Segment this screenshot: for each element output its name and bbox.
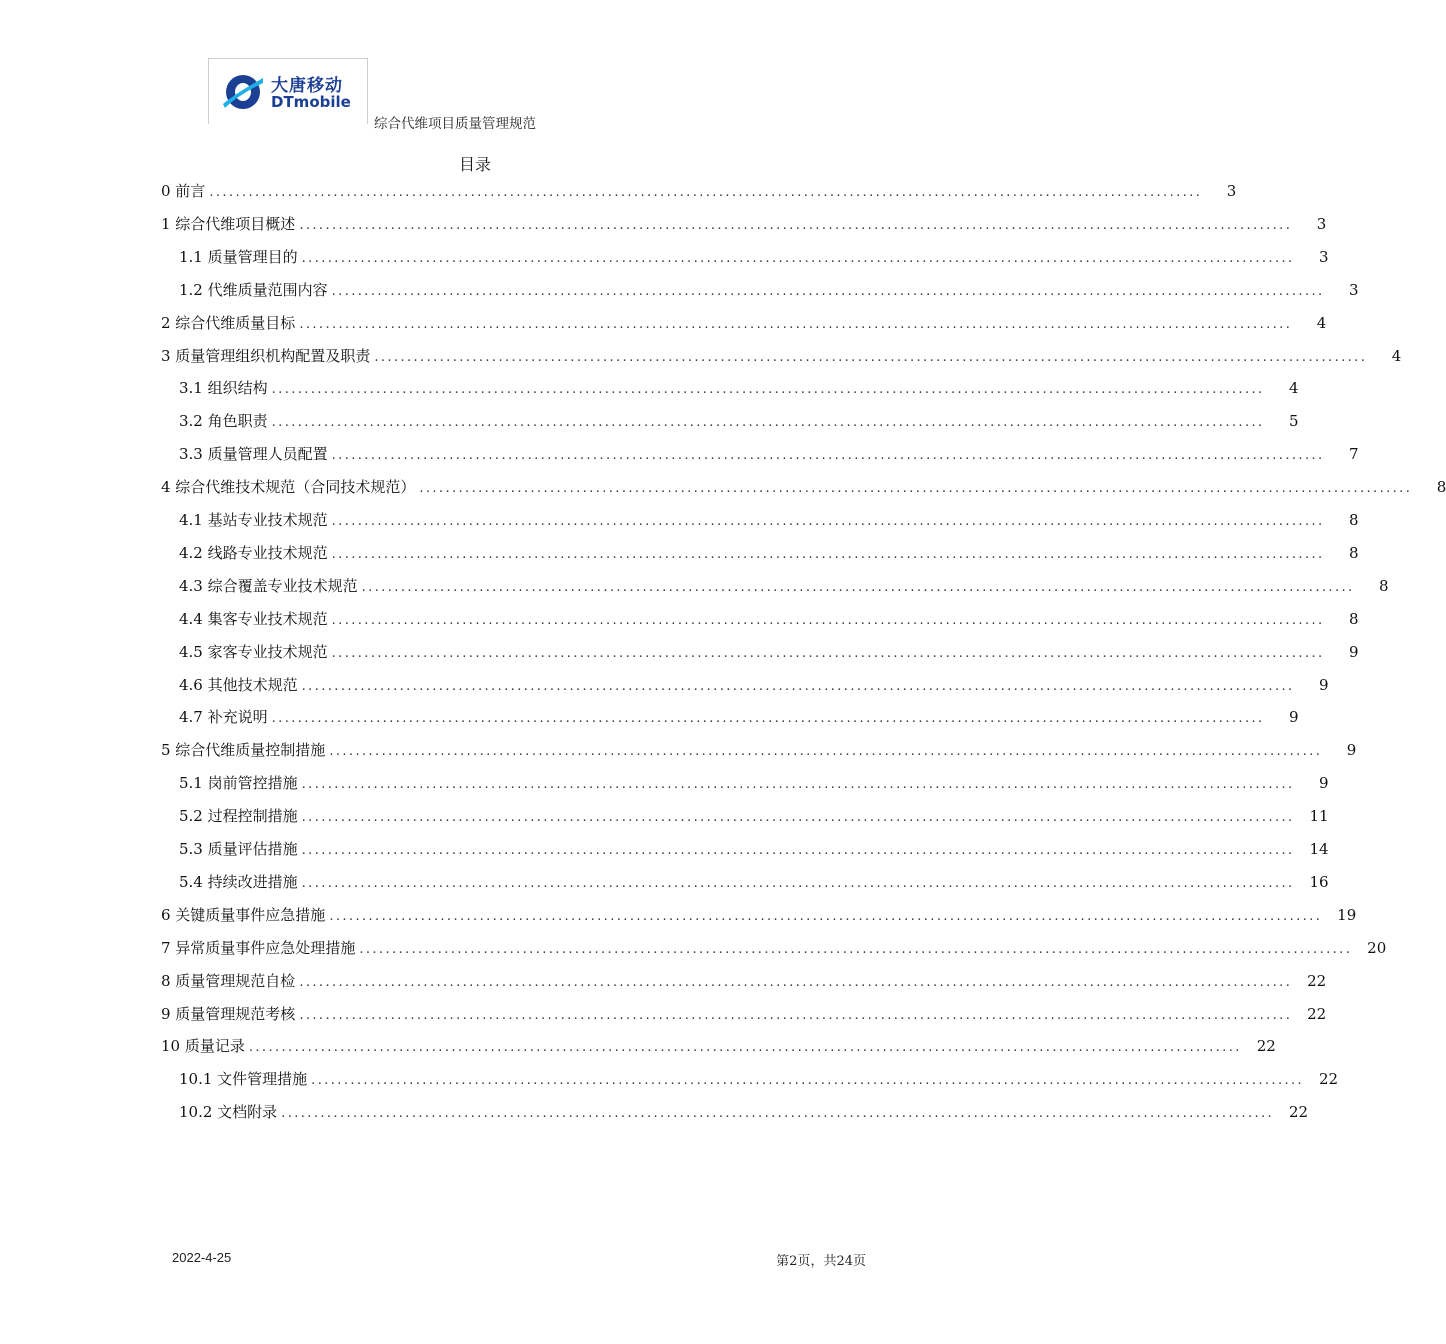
toc-entry[interactable] bbox=[161, 1035, 1276, 1057]
toc-entry-title: 7 异常质量事件应急处理措施 bbox=[161, 938, 356, 957]
toc-entry[interactable] bbox=[161, 904, 1357, 926]
toc-entry-title: 3.1 组织结构 bbox=[179, 379, 268, 398]
toc-entry-page: 9 bbox=[1346, 741, 1357, 760]
toc-entry[interactable] bbox=[179, 838, 1329, 860]
toc-entry-title: 5.1 岗前管控措施 bbox=[179, 774, 298, 793]
toc-entry-title: 1.1 质量管理目的 bbox=[179, 247, 298, 266]
toc-entry-page: 22 bbox=[1289, 1103, 1309, 1122]
toc-entry-title: 4.5 家客专业技术规范 bbox=[179, 642, 328, 661]
toc-entry-page: 22 bbox=[1319, 1070, 1339, 1089]
toc-entry[interactable] bbox=[179, 608, 1359, 630]
toc-leader-dots: ........................................................................................................................................................ bbox=[331, 514, 1325, 529]
toc-entry[interactable] bbox=[179, 1101, 1309, 1123]
toc-entry-title: 4.6 其他技术规范 bbox=[179, 675, 298, 694]
toc-entry-page: 9 bbox=[1319, 675, 1329, 694]
toc-entry-title: 4.1 基站专业技术规范 bbox=[179, 511, 328, 529]
toc-entry-page: 19 bbox=[1337, 905, 1357, 924]
toc-leader-dots: ........................................................................................................................................................ bbox=[361, 579, 1355, 595]
toc-leader-dots: ........................................................................................................................................................ bbox=[271, 382, 1265, 398]
toc-entry-page: 22 bbox=[1256, 1037, 1276, 1056]
toc-leader-dots: ........................................................................................................................................................ bbox=[299, 316, 1293, 332]
toc-entry[interactable] bbox=[179, 706, 1299, 728]
toc-leader-dots: ........................................................................................................................................................ bbox=[281, 1106, 1275, 1122]
toc-entry-page: 9 bbox=[1349, 642, 1359, 661]
dtmobile-logo-icon bbox=[221, 68, 265, 114]
toc-entry[interactable] bbox=[179, 542, 1359, 564]
toc-entry-page: 11 bbox=[1309, 807, 1329, 826]
toc-entry-title: 4.4 集客专业技术规范 bbox=[179, 609, 328, 628]
toc-leader-dots: ........................................................................................................................................................ bbox=[311, 1073, 1305, 1089]
toc-entry-page: 14 bbox=[1309, 840, 1329, 858]
toc-entry-page: 8 bbox=[1379, 576, 1389, 595]
toc-entry[interactable] bbox=[161, 345, 1402, 367]
toc-leader-dots: ........................................................................................................................................................ bbox=[301, 777, 1295, 793]
toc-entry[interactable] bbox=[179, 674, 1329, 696]
toc-entry-page: 20 bbox=[1367, 938, 1387, 957]
toc-entry-title: 6 关键质量事件应急措施 bbox=[161, 905, 326, 924]
toc-entry[interactable] bbox=[179, 1068, 1339, 1090]
toc-leader-dots: ........................................................................................................................................................ bbox=[301, 250, 1295, 266]
toc-entry[interactable] bbox=[179, 410, 1299, 432]
toc-leader-dots: ........................................................................................................................................................ bbox=[299, 217, 1293, 233]
toc-leader-dots: ........................................................................................................................................................ bbox=[209, 185, 1203, 200]
footer-page-number: 第2页，共24页 bbox=[776, 1254, 866, 1269]
toc-leader-dots: ........................................................................................................................................................ bbox=[331, 612, 1325, 628]
toc-entry[interactable] bbox=[161, 739, 1357, 761]
toc-entry-page: 8 bbox=[1349, 543, 1359, 562]
toc-entry-page: 3 bbox=[1316, 214, 1327, 233]
toc-entry-page: 22 bbox=[1307, 1004, 1327, 1023]
toc-leader-dots: ........................................................................................................................................................ bbox=[299, 974, 1293, 990]
footer-date: 2022-4-25 bbox=[172, 1250, 232, 1265]
toc-entry[interactable] bbox=[179, 641, 1359, 663]
toc-leader-dots: ........................................................................................................................................................ bbox=[271, 415, 1265, 431]
toc-leader-dots: ........................................................................................................................................................ bbox=[301, 810, 1295, 826]
toc-entry-page: 7 bbox=[1349, 445, 1359, 464]
toc-leader-dots: ........................................................................................................................................................ bbox=[359, 941, 1353, 957]
toc-entry-title: 3.3 质量管理人员配置 bbox=[179, 445, 328, 464]
toc-entry-title: 1 综合代维项目概述 bbox=[161, 214, 296, 233]
toc-entry-page: 22 bbox=[1307, 971, 1327, 990]
toc-entry[interactable] bbox=[179, 871, 1329, 893]
toc-entry-page: 8 bbox=[1436, 478, 1446, 497]
toc-leader-dots: ........................................................................................................................................................ bbox=[419, 481, 1413, 497]
toc-entry-title: 3 质量管理组织机构配置及职责 bbox=[161, 346, 371, 365]
toc-entry[interactable] bbox=[179, 246, 1329, 268]
toc-entry-page: 4 bbox=[1316, 313, 1327, 332]
toc-entry[interactable] bbox=[161, 213, 1327, 235]
toc-entry-page: 4 bbox=[1289, 379, 1299, 398]
toc-entry[interactable] bbox=[161, 970, 1327, 992]
toc-entry-page: 9 bbox=[1319, 774, 1329, 793]
toc-entry[interactable] bbox=[161, 180, 1237, 202]
toc-entry-page: 16 bbox=[1309, 872, 1329, 891]
document-title: 综合代维项目质量管理规范 bbox=[374, 116, 536, 132]
toc-entry-page: 3 bbox=[1349, 280, 1359, 299]
toc-entry[interactable] bbox=[161, 1003, 1327, 1025]
toc-entry-title: 5.4 持续改进措施 bbox=[179, 872, 298, 891]
toc-entry-page: 3 bbox=[1226, 182, 1237, 200]
toc-leader-dots: ........................................................................................................................................................ bbox=[248, 1040, 1242, 1056]
toc-leader-dots: ........................................................................................................................................................ bbox=[329, 908, 1323, 924]
toc-leader-dots: ........................................................................................................................................................ bbox=[301, 875, 1295, 891]
toc-entry[interactable] bbox=[179, 805, 1329, 827]
toc-entry-title: 9 质量管理规范考核 bbox=[161, 1004, 296, 1023]
toc-entry-title: 4.7 补充说明 bbox=[179, 708, 268, 727]
toc-leader-dots: ........................................................................................................................................................ bbox=[299, 1007, 1293, 1023]
toc-entry-title: 4.3 综合覆盖专业技术规范 bbox=[179, 576, 358, 595]
toc-entry-page: 8 bbox=[1349, 609, 1359, 628]
toc-leader-dots: ........................................................................................................................................................ bbox=[329, 744, 1323, 760]
toc-entry-page: 9 bbox=[1289, 708, 1299, 727]
toc-leader-dots: ........................................................................................................................................................ bbox=[301, 843, 1295, 858]
toc-entry[interactable] bbox=[161, 937, 1387, 959]
logo-english-text: DTmobile bbox=[271, 93, 351, 111]
toc-entry-page: 8 bbox=[1349, 511, 1359, 529]
toc-entry-title: 10.2 文档附录 bbox=[179, 1103, 278, 1122]
toc-entry-title: 10 质量记录 bbox=[161, 1037, 245, 1056]
toc-leader-dots: ........................................................................................................................................................ bbox=[331, 546, 1325, 562]
toc-leader-dots: ........................................................................................................................................................ bbox=[331, 645, 1325, 661]
toc-entry[interactable] bbox=[179, 443, 1359, 465]
toc-entry[interactable] bbox=[161, 312, 1327, 334]
toc-entry-title: 5.3 质量评估措施 bbox=[179, 840, 298, 858]
toc-entry[interactable] bbox=[161, 476, 1446, 498]
toc-entry-title: 5.2 过程控制措施 bbox=[179, 807, 298, 826]
toc-entry-title: 5 综合代维质量控制措施 bbox=[161, 741, 326, 760]
toc-entry[interactable] bbox=[179, 772, 1329, 794]
toc-entry[interactable] bbox=[179, 509, 1359, 531]
toc-entry[interactable] bbox=[179, 575, 1389, 597]
toc-entry[interactable] bbox=[179, 377, 1299, 399]
toc-entry-title: 4.2 线路专业技术规范 bbox=[179, 543, 328, 562]
toc-entry-page: 5 bbox=[1289, 412, 1299, 431]
toc-entry-title: 10.1 文件管理措施 bbox=[179, 1070, 308, 1089]
toc-entry-title: 4 综合代维技术规范（合同技术规范） bbox=[161, 478, 416, 497]
toc-leader-dots: ........................................................................................................................................................ bbox=[301, 678, 1295, 694]
toc-entry-title: 3.2 角色职责 bbox=[179, 412, 268, 431]
toc-entry-page: 4 bbox=[1391, 346, 1402, 365]
toc-leader-dots: ........................................................................................................................................................ bbox=[271, 711, 1265, 727]
toc-entry-title: 2 综合代维质量目标 bbox=[161, 313, 296, 332]
toc-entry[interactable] bbox=[179, 279, 1359, 301]
toc-leader-dots: ........................................................................................................................................................ bbox=[374, 349, 1368, 365]
logo-chinese-text: 大唐移动 bbox=[271, 76, 343, 96]
toc-entry-title: 1.2 代维质量范围内容 bbox=[179, 280, 328, 299]
toc-heading: 目录 bbox=[458, 155, 491, 174]
toc-entry-title: 0 前言 bbox=[161, 182, 206, 200]
toc-leader-dots: ........................................................................................................................................................ bbox=[331, 283, 1325, 299]
toc-leader-dots: ........................................................................................................................................................ bbox=[331, 448, 1325, 464]
toc-entry-title: 8 质量管理规范自检 bbox=[161, 971, 296, 990]
toc-entry-page: 3 bbox=[1319, 247, 1329, 266]
company-logo bbox=[208, 58, 368, 124]
